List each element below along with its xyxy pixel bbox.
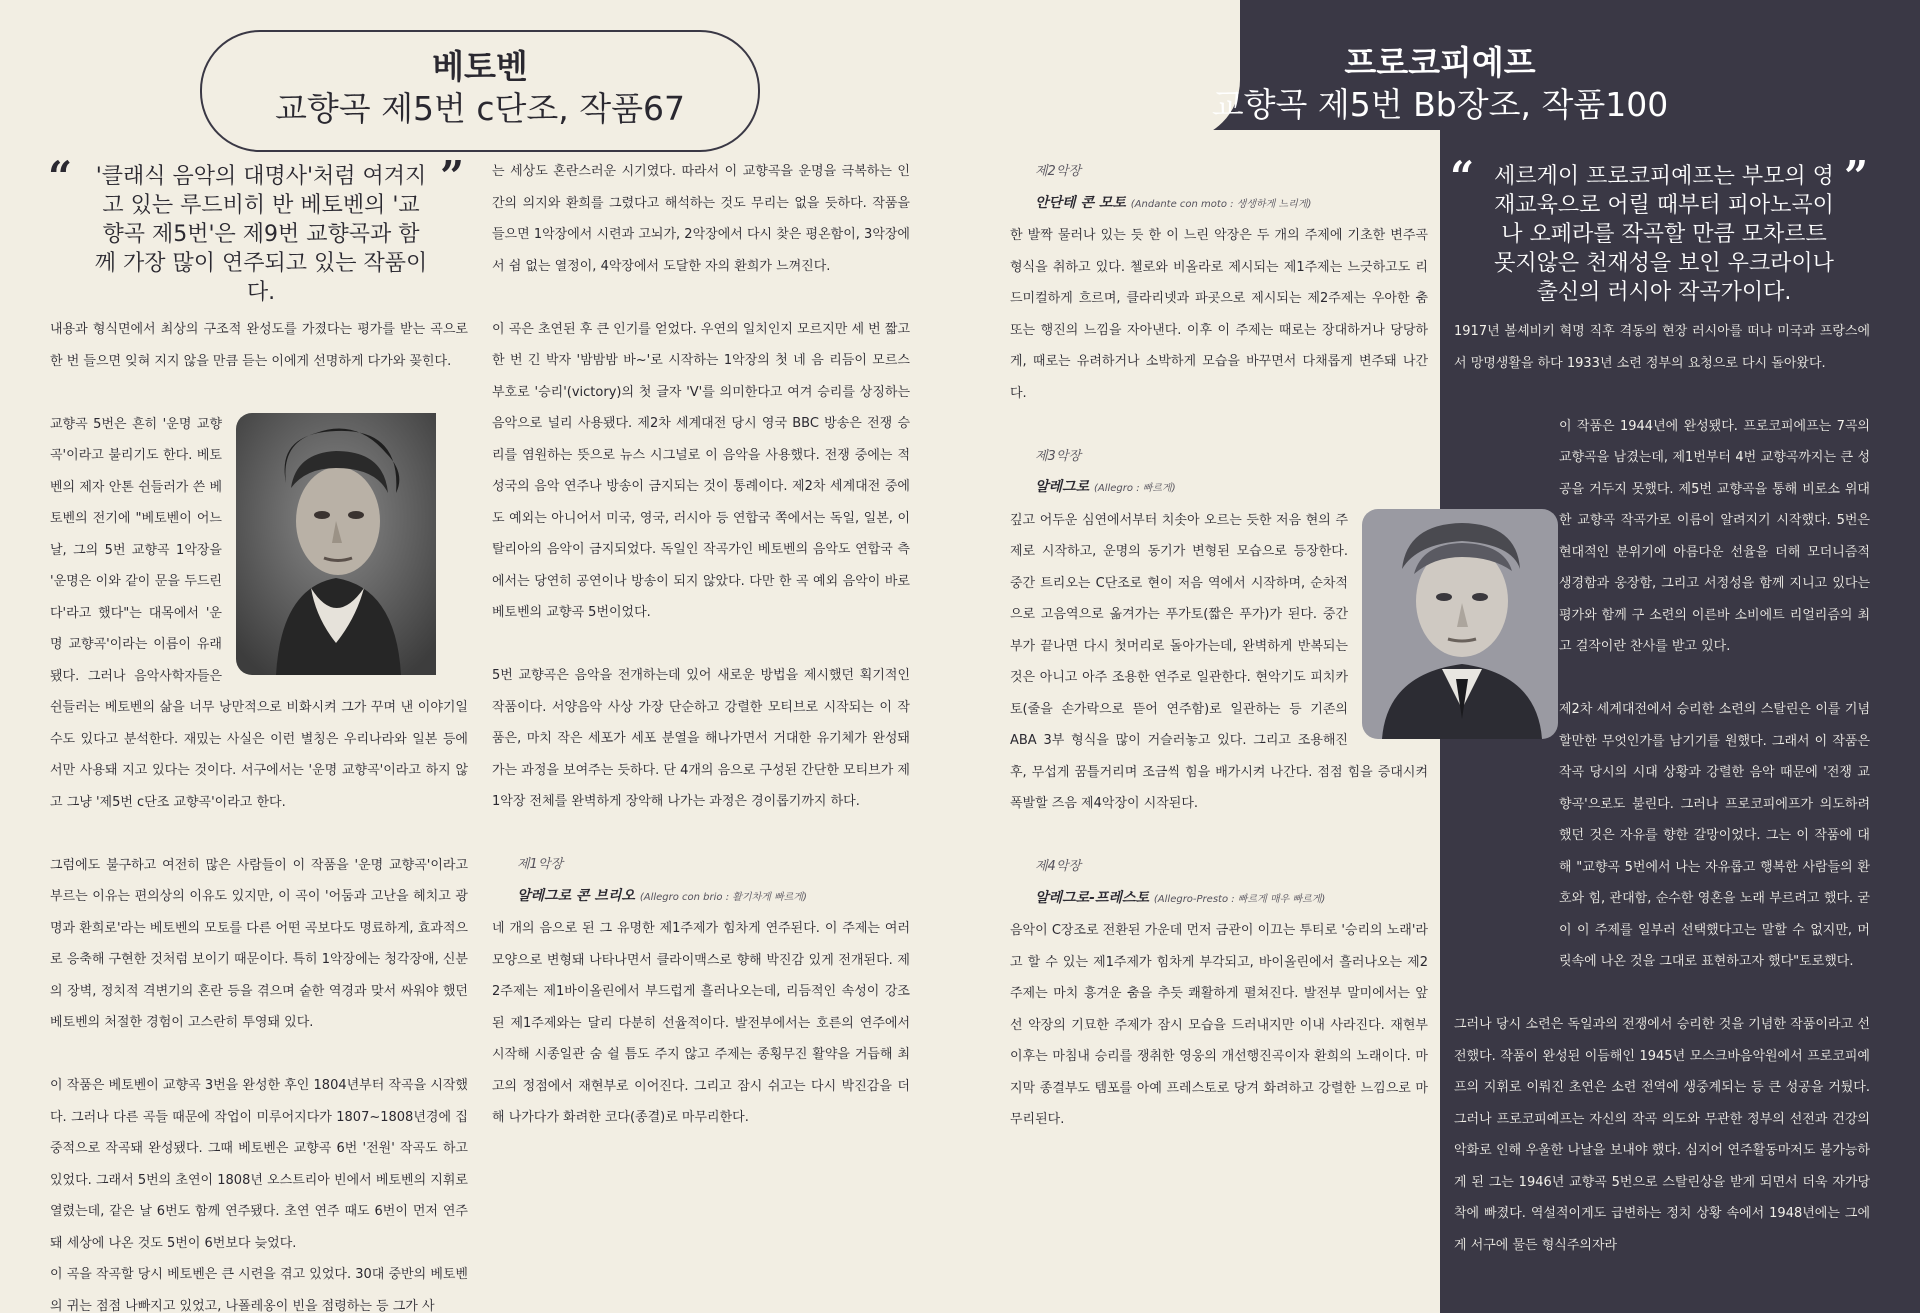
paragraph: 이 곡은 초연된 후 큰 인기를 얻었다. 우연의 일치인지 모르지만 세 번 짧고 한 번 긴 박자 '밤밤밤 바~'로 시작하는 1악장의 첫 네 음 리듬이 모르스 부호로 '승리'(victory)의 첫 글자 'V'를 의미한다고 여겨 승리를 상징하는 음악으로 널리 사용됐다. 제2차 세계대전 당시 영국 BBC 방송은 전쟁 승리를 염원하는 뜻으로 뉴스 시그널로 이 음악을 사용했다. 전쟁 중에는 적성국의 음악 연주나 방송이 금지되는 것이 통례이다. 제2차 세계대전 중에도 예외는 아니어서 미국, 영국, 러시아 등 연합국 쪽에서는 독일, 일본, 이탈리아의 음악이 금지되었다. 독일인 작곡가인 베토벤의 음악도 연합국 측에서는 당연히 공연이나 방송이 되지 않았다. 다만 한 곡 예외 음악이 바로 베토벤의 교향곡 5번이었다. <box>492 321 910 620</box>
movement-1-title: 알레그로 콘 브리오 (Allegro con brio : 활기차게 빠르게) <box>517 887 807 904</box>
paragraph: 이 작품은 베토벤이 교향곡 3번을 완성한 후인 1804년부터 작곡을 시작했다. 그러나 다른 곡들 때문에 작업이 미루어지다가 1807~1808년경에 집중적으로 작곡돼 완성됐다. 그때 베토벤은 교향곡 6번 '전원' 작곡도 하고 있었다. 그래서 5번의 초연이 1808년 오스트리아 빈에서 베토벤의 지휘로 열렸는데, 같은 날 6번도 함께 연주됐다. 초연 연주 때도 6번이 먼저 연주돼 세상에 나온 것도 5번이 6번보다 늦었다. <box>50 1078 468 1251</box>
beethoven-portrait <box>236 413 468 675</box>
movement-2-title: 안단테 콘 모토 (Andante con moto : 생생하게 느리게) <box>1035 194 1312 211</box>
paragraph <box>1010 505 1428 820</box>
movement-1-note: (Allegro con brio : 활기차게 빠르게) <box>639 891 807 903</box>
paragraph <box>1454 411 1870 663</box>
paragraph: 내용과 형식면에서 최상의 구조적 완성도를 가졌다는 평가를 받는 곡으로 한 번 들으면 잊혀 지지 않을 만큼 듣는 이에게 선명하게 다가와 꽂힌다. <box>50 322 468 369</box>
paragraph: 이 곡을 작곡할 당시 베토벤은 큰 시련을 겪고 있었다. 30대 중반의 베토벤의 귀는 점점 나빠지고 있었고, 나폴레옹이 빈을 점령하는 등 그가 사 <box>50 1267 468 1313</box>
paragraph-text: 이 작품은 1944년에 완성됐다. 프로코피에프는 7곡의 교향곡을 남겼는데, 제1번부터 4번 교향곡까지는 큰 성공을 거두지 못했다. 제5번 교향곡을 통해 비로소 위대한 교향곡 작곡가로 이름이 알려지기 시작했다. 5번은 현대적인 분위기에 아름다운 선율을 더해 모더니즘적 생경함과 웅장함, 그리고 서정성을 함께 지니고 있다는 평가와 함께 구 소련의 이른바 소비에트 리얼리즘의 최고 걸작이란 찬사를 받고 있다. <box>1559 418 1870 654</box>
paragraph: 5번 교향곡은 음악을 전개하는데 있어 새로운 방법을 제시했던 획기적인 작품이다. 서양음악 사상 가장 단순하고 강렬한 모티브로 시작되는 이 작품은, 마치 작은 세포가 세포 분열을 해나가면서 거대한 유기체가 완성돼 가는 과정을 보여주는 듯하다. 단 4개의 음으로 구성된 간단한 모티브가 제1악장 전체를 완벽하게 장악해 나가는 과정은 경이롭기까지 하다. <box>492 668 910 809</box>
movement-3-title: 알레그로 (Allegro : 빠르게) <box>1035 479 1176 495</box>
paragraph: 제2차 세계대전에서 승리한 소련의 스탈린은 이를 기념할만한 무엇인가를 남기기를 원했다. 그래서 이 작품은 작곡 당시의 시대 상황과 강렬한 음악 때문에 '전쟁 교향곡'으로도 불린다. 그러나 프로코피에프가 의도하려 했던 것은 자유를 향한 갈망이었다. 그는 이 작품에 대해 "교향곡 5번에서 나는 자유롭고 행복한 사람들의 환호와 힘, 관대함, 순수한 영혼을 노래 부르려고 했다. 굳이 이 주제를 일부러 선택했다고는 말할 수 없지만, 머릿속에 나온 것을 그대로 표현하고자 했다"토로했다. <box>1559 702 1870 969</box>
prokofiev-subtitle: 교향곡 제5번 Bb장조, 작품100 <box>1211 85 1669 124</box>
movement-3-number: 제3악장 <box>1035 448 1081 464</box>
prokofiev-title: 프로코피예프 <box>1344 43 1536 82</box>
paragraph: 네 개의 음으로 된 그 유명한 제1주제가 힘차게 연주된다. 이 주제는 여러 모양으로 변형돼 나타나면서 클라이맥스로 향해 박진감 있게 전개된다. 제2주제는 제1바이올린에서 부드럽게 흘러나오는데, 리듬적인 속성이 강조된 제1주제와는 달리 다분히 선율적이다. 발전부에서는 호른의 연주에서 시작해 시종일관 숨 쉴 틈도 주지 않고 주제는 종횡무진 활약을 거듭해 최고의 정점에서 재현부로 이어진다. 그리고 잠시 쉬고는 다시 박진감을 더해 나가다가 화려한 코다(종결)로 마무리한다. <box>492 921 910 1125</box>
beethoven-title-pill <box>200 30 760 152</box>
paragraph: 는 세상도 혼란스러운 시기였다. 따라서 이 교향곡을 운명을 극복하는 인간의 의지와 환희를 그렸다고 해석하는 것도 무리는 없을 듯하다. 작품을 들으면 1악장에서 시련과 고뇌가, 2악장에서 다시 찾은 평온함이, 3악장에서 쉼 없는 열정이, 4악장에서 도달한 자의 환희가 느껴진다. <box>492 164 910 274</box>
beethoven-quote: '클래식 음악의 대명사'처럼 여겨지고 있는 루드비히 반 베토벤의 '교향곡 제5번'은 제9번 교향곡과 함께 가장 많이 연주되고 있는 작품이다. <box>94 164 428 305</box>
movement-1-number: 제1악장 <box>517 857 563 872</box>
beethoven-title: 베토벤 <box>432 47 528 86</box>
paragraph: 그럼에도 불구하고 여전히 많은 사람들이 이 작품을 '운명 교향곡'이라고 부르는 이유는 편의상의 이유도 있지만, 이 곡이 '어둠과 고난을 헤치고 광명과 환희로'라는 베토벤의 모토를 다른 어떤 곡보다도 명료하게, 효과적으로 응축해 구현한 것처럼 보이기 때문이다. 특히 1악장에는 청각장애, 신분의 장벽, 정치적 격변기의 혼란 등을 겪으며 숱한 역경과 맞서 싸워야 했던 베토벤의 처절한 경험이 고스란히 투영돼 있다. <box>50 857 468 1030</box>
open-quote-icon: “ <box>48 152 73 201</box>
movements-column <box>1010 156 1428 1136</box>
paragraph: 한 발짝 물러나 있는 듯 한 이 느린 악장은 두 개의 주제에 기초한 변주곡 형식을 취하고 있다. 첼로와 비올라로 제시되는 제1주제는 느긋하고도 리드미컬하게 흐르며, 클라리넷과 파곳으로 제시되는 제2주제는 우아한 춤 또는 행진의 느낌을 자아낸다. 이후 이 주제는 때로는 장대하거나 당당하게, 때로는 유려하거나 소박하게 모습을 바꾸면서 다채롭게 변주돼 나간다. <box>1010 228 1428 401</box>
beethoven-column-1 <box>50 314 468 1313</box>
movement-3-note: (Allegro : 빠르게) <box>1093 483 1176 494</box>
movement-2-number: 제2악장 <box>1035 164 1081 179</box>
paragraph: 그러나 당시 소련은 독일과의 전쟁에서 승리한 것을 기념한 작품이라고 선전했다. 작품이 완성된 이듬해인 1945년 모스크바음악원에서 프로코피예프의 지휘로 이뤄진 초연은 소련 전역에 생중계되는 등 큰 성공을 거뒀다. 그러나 프로코피예프는 자신의 작곡 의도와 무관한 정부의 선전과 건강의 악화로 인해 우울한 나날을 보내야 했다. 심지어 연주활동마저도 불가능하게 된 그는 1946년 교향곡 5번으로 스탈린상을 받게 되면서 더욱 자가당착에 빠졌다. 역설적이게도 급변하는 정치 상황 속에서 1948년에는 그에게 서구에 물든 형식주의자라 <box>1454 1017 1870 1253</box>
prokofiev-column <box>1454 316 1870 1261</box>
paragraph: 1917년 볼셰비키 혁명 직후 격동의 현장 러시아를 떠나 미국과 프랑스에서 망명생활을 하다 1933년 소련 정부의 요청으로 다시 돌아왔다. <box>1454 324 1870 371</box>
beethoven-portrait-image <box>236 413 436 675</box>
movement-4-number: 제4악장 <box>1035 859 1081 874</box>
beethoven-column-2 <box>492 156 910 1134</box>
close-quote-icon: ” <box>1844 152 1869 201</box>
paragraph <box>50 409 468 819</box>
movement-4-title: 알레그로-프레스토 (Allegro-Presto : 빠르게 매우 빠르게) <box>1035 889 1326 906</box>
close-quote-icon: ” <box>440 152 465 201</box>
prokofiev-quote: 세르게이 프로코피예프는 부모의 영재교육으로 어릴 때부터 피아노곡이나 오페라를 작곡할 만큼 모차르트 못지않은 천재성을 보인 우크라이나 출신의 러시아 작곡가이다. <box>1494 164 1834 305</box>
portrait-spacer <box>1454 411 1559 661</box>
paragraph-text: 교향곡 5번은 흔히 '운명 교향곡'이라고 불리기도 한다. 베토벤의 제자 안톤 쉰들러가 쓴 베토벤의 전기에 "베토벤이 어느 날, 그의 5번 교향곡 1악장을 '운명은 이와 같이 문을 두드린다'라고 했다"는 대목에서 '운명 교향곡'이라는 이름이 유래됐다. 그러나 음악사학자들은 쉰들러는 베토벤의 삶을 너무 낭만적으로 비화시켜 그가 꾸며 낸 이야기일 수도 있다고 분석한다. 재밌는 사실은 이런 별칭은 우리나라와 일본 등에서만 사용돼 지고 있다는 것이다. 서구에서는 '운명 교향곡'이라고 하지 않고 그냥 '제5번 c단조 교향곡'이라고 한다. <box>50 416 468 810</box>
paragraph-text: 깊고 어두운 심연에서부터 치솟아 오르는 듯한 저음 현의 주제로 시작하고, 운명의 동기가 변형된 모습으로 등장한다. 중간 트리오는 C단조로 현이 저음 역에서 시작하며, 순차적으로 고음역으로 옮겨가는 푸가토(짧은 푸가)가 된다. 중간부가 끝나면 다시 첫머리로 돌아가는데, 완벽하게 반복되는 것은 아니고 아주 조용한 연주로 일관한다. 현악기도 피치카토(줄을 손가락으로 뜯어 연주함)로 일관하는 등 기존의 ABA 3부 형식을 많이 거슬러놓고 있다. 그리고 조용해진 후, 무섭게 꿈틀거리며 조금씩 힘을 배가시켜 나간다. 점점 힘을 증대시켜 폭발할 즈음 제4악장이 시작된다. <box>1010 512 1428 811</box>
paragraph: 음악이 C장조로 전환된 가운데 먼저 금관이 이끄는 투티로 '승리의 노래'라고 할 수 있는 제1주제가 힘차게 부각되고, 바이올린에서 흘러나오는 제2주제는 마치 흥겨운 춤을 추듯 쾌활하게 펼쳐진다. 발전부 말미에서는 앞선 악장의 기묘한 주제가 잠시 모습을 드러내지만 이내 사라진다. 재현부 이후는 마침내 승리를 쟁취한 영웅의 개선행진곡이자 환희의 노래이다. 마지막 종결부도 템포를 아예 프레스토로 당겨 화려하고 강렬한 느낌으로 마무리된다. <box>1010 923 1428 1127</box>
open-quote-icon: “ <box>1450 152 1475 201</box>
movement-4-note: (Allegro-Presto : 빠르게 매우 빠르게) <box>1153 893 1326 905</box>
prokofiev-title-block <box>1200 42 1680 126</box>
movement-2-note: (Andante con moto : 생생하게 느리게) <box>1130 198 1312 210</box>
beethoven-subtitle: 교향곡 제5번 c단조, 작품67 <box>275 89 685 128</box>
